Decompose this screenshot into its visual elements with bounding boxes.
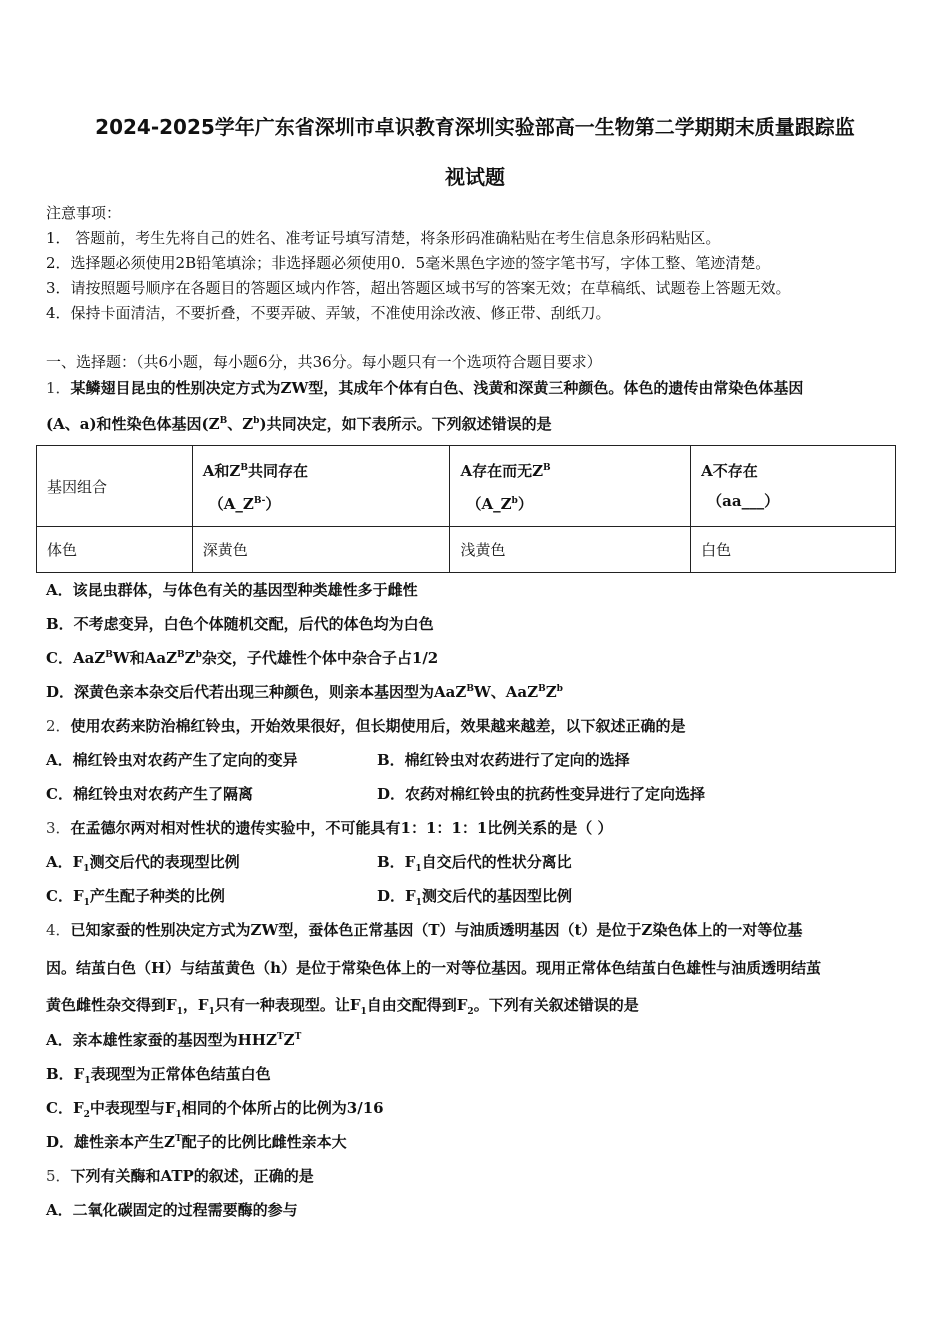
notice-item-1: 1． 答题前，考生先将自己的姓名、准考证号填写清楚，将条形码准确粘贴在考生信息条形码粘贴区。	[46, 229, 721, 247]
notice-item-4: 4．保持卡面清洁，不要折叠，不要弄破、弄皱，不准使用涂改液、修正带、刮纸刀。	[46, 304, 611, 322]
q3-option-a: A．$F_1$测交后代的表现型比例	[46, 853, 240, 874]
table-cell-label: 体色	[37, 527, 193, 573]
q4-option-a: A．亲本雄性家蚕的基因型为$HHZ^TZ^T$	[46, 1031, 302, 1049]
question-2-stem: 2．使用农药来防治棉红铃虫，开始效果很好，但长期使用后，效果越来越差，以下叙述正确的是	[46, 717, 686, 735]
q2-option-a: A．棉红铃虫对农药产生了定向的变异	[46, 751, 298, 769]
section-heading: 一、选择题：（共6小题，每小题6分，共36分。每小题只有一个选项符合题目要求）	[46, 353, 602, 371]
notice-item-2: 2．选择题必须使用2B铅笔填涂；非选择题必须使用0．5毫米黑色字迹的签字笔书写，字体工整、笔迹清楚。	[46, 254, 771, 272]
table-cell: 浅黄色	[450, 527, 691, 573]
table-cell: 白色	[691, 527, 896, 573]
q3-option-b: B．$F_1$自交后代的性状分离比	[377, 853, 572, 874]
exam-title-line1: 2024-2025学年广东省深圳市卓识教育深圳实验部高一生物第二学期期末质量跟踪监	[95, 115, 855, 139]
question-4-stem-line3: 黄色雌性杂交得到$F_1$，$F_1$只有一种表现型。让$F_1$自由交配得到$F_2$。下列有关叙述错误的是	[46, 996, 639, 1017]
question-4-stem-line1: 4．已知家蚕的性别决定方式为ZW型，蚕体色正常基因（T）与油质透明基因（t）是位于Z染色体上的一对等位基	[46, 921, 803, 939]
q4-option-d: D．雄性亲本产生$Z^T$配子的比例比雌性亲本大	[46, 1133, 347, 1151]
q4-option-c: C．$F_2$中表现型与$F_1$相同的个体所占的比例为3/16	[46, 1099, 384, 1120]
q2-option-b: B．棉红铃虫对农药进行了定向的选择	[377, 751, 630, 769]
q5-option-a: A．二氧化碳固定的过程需要酶的参与	[46, 1201, 298, 1219]
question-number: 1．	[46, 379, 71, 397]
question-1-stem-line2: (A、a)和性染色体基因($Z^B$、$Z^b$)共同决定，如下表所示。下列叙述错误的是	[46, 415, 552, 433]
notice-item-3: 3．请按照题号顺序在各题目的答题区域内作答，超出答题区域书写的答案无效；在草稿纸、试题卷上答题无效。	[46, 279, 791, 297]
genotype-phenotype-table	[36, 445, 896, 573]
exam-title-line2: 视试题	[445, 165, 505, 189]
notice-heading: 注意事项：	[46, 204, 122, 222]
q1-option-c: C．AaZ$^B$W和$AaZ^BZ^b$杂交，子代雄性个体中杂合子占1/2	[46, 649, 439, 667]
q2-option-c: C．棉红铃虫对农药产生了隔离	[46, 785, 253, 803]
q1-option-a: A．该昆虫群体，与体色有关的基因型种类雄性多于雌性	[46, 581, 418, 599]
q1-option-d: D．深黄色亲本杂交后代若出现三种颜色，则亲本基因型为AaZ$^B$W、$AaZ^BZ^b$	[46, 683, 563, 701]
question-3-stem: 3．在孟德尔两对相对性状的遗传实验中，不可能具有1：1：1：1比例关系的是（ ）	[46, 819, 613, 837]
q3-option-c: C．$F_1$产生配子种类的比例	[46, 887, 225, 908]
table-row	[37, 527, 896, 573]
question-5-stem: 5．下列有关酶和ATP的叙述，正确的是	[46, 1167, 314, 1185]
table-row	[37, 446, 896, 527]
question-4-stem-line2: 因。结茧白色（H）与结茧黄色（h）是位于常染色体上的一对等位基因。现用正常体色结茧白色雄性与油质透明结茧	[46, 959, 822, 977]
q1-option-b: B．不考虑变异，白色个体随机交配，后代的体色均为白色	[46, 615, 434, 633]
table-cell: A和$Z^B$共同存在 $(A\_Z^{B-})$	[192, 446, 450, 527]
table-cell: A存在而无$Z^B$ $(A\_Z^b)$	[450, 446, 691, 527]
table-cell: 深黄色	[192, 527, 450, 573]
q4-option-b: B．$F_1$表现型为正常体色结茧白色	[46, 1065, 271, 1086]
table-cell: A不存在 （aa___）	[691, 446, 896, 527]
q3-option-d: D．$F_1$测交后代的基因型比例	[377, 887, 572, 908]
q2-option-d: D．农药对棉红铃虫的抗药性变异进行了定向选择	[377, 785, 706, 803]
question-1-stem-line1: 1．某鳞翅目昆虫的性别决定方式为ZW型，其成年个体有白色、浅黄和深黄三种颜色。体色的遗传由常染色体基因	[46, 379, 804, 397]
table-cell-label: 基因组合	[37, 446, 193, 527]
